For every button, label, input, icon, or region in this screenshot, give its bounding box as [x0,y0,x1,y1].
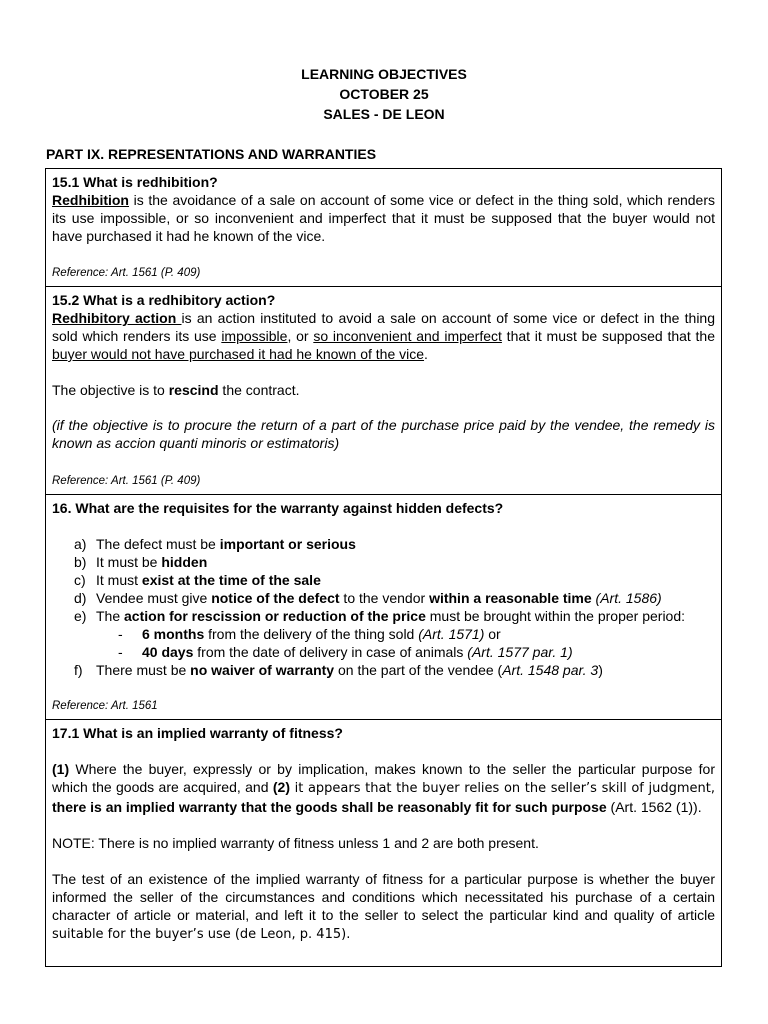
list-bold: hidden [161,554,208,570]
definition-text: , or [287,328,314,344]
dash-marker: - [118,644,123,660]
requisites-list [52,535,715,625]
header-date: OCTOBER 25 [339,86,429,102]
objective-text: the contract. [218,382,300,398]
list-item [52,607,715,625]
list-text: or [484,626,501,642]
test-citation: suitable for the buyer’s use (de Leon, p. 415). [52,927,351,942]
list-item [52,661,715,679]
requisites-list-cont [52,661,715,679]
list-text: The defect must be [96,536,220,552]
list-text: It must be [96,554,162,570]
definition-text: it appears that the buyer relies on the seller’s skill of judgment, [290,781,715,796]
objective-text: The objective is to [52,382,169,398]
list-text: ) [598,662,603,678]
question-15-1: 15.1 What is redhibition? [52,174,218,190]
list-text: from the date of delivery in case of animals [193,644,468,660]
document-header [0,64,768,124]
objective-line [52,381,715,399]
underlined-text: so inconvenient and imperfect [313,328,502,344]
part-title: PART IX. REPRESENTATIONS AND WARRANTIES [46,146,377,162]
fitness-note: NOTE: There is no implied warranty of fitness unless 1 and 2 are both present. [52,835,539,851]
list-item [52,571,715,589]
list-item [52,535,715,553]
condition-marker: (2) [272,779,290,795]
term-redhibition: Redhibition [52,192,129,208]
definition-text: (Art. 1562 (1)). [606,799,702,815]
sublist-item [52,625,715,643]
list-bold: exist at the time of the sale [141,572,321,588]
definition-text: Where the buyer, expressly or by implication, makes known to the seller the particular purpose for which the goods are acquired, and [52,761,715,795]
objective-bold: rescind [168,382,219,398]
list-text: There must be [96,662,191,678]
list-text: It must [96,572,142,588]
remedy-note: (if the objective is to procure the return of a part of the purchase price paid by the vendee, the remedy is known as accion quanti minoris or estimatoris) [52,417,715,451]
list-bold: notice of the defect [211,590,340,606]
definition-text: . [424,346,428,362]
list-bold: action for rescission or reduction of the price [124,608,426,624]
list-bold: 6 months [142,626,205,642]
reference-15-1: Reference: Art. 1561 (P. 409) [52,267,201,279]
list-item [52,589,715,607]
list-label: f) [74,662,83,678]
list-text: must be brought within the proper period: [425,608,686,624]
section-15-2 [45,286,722,495]
list-bold: 40 days [142,644,194,660]
list-text: The [96,608,125,624]
definition-15-2 [52,309,715,363]
definition-text: that it must be supposed that the [501,328,716,344]
definition-text: is an action instituted to avoid a sale on account of some vice or defect in the thing sold which renders its use [52,310,715,344]
fitness-definition [52,760,715,816]
list-label: e) [74,608,87,624]
list-citation: (Art. 1577 par. 1) [467,644,573,660]
list-citation: (Art. 1571) [418,626,485,642]
header-subject: SALES - DE LEON [323,106,445,122]
list-bold: important or serious [219,536,356,552]
definition-bold: there is an implied warranty that the goods shall be reasonably fit for such purpose [52,799,607,815]
list-item [52,553,715,571]
underlined-text: buyer would not have purchased it had he known of the vice [52,346,425,362]
list-citation: (Art. 1586) [591,590,662,606]
list-bold: within a reasonable time [429,590,592,606]
question-16: 16. What are the requisites for the warranty against hidden defects? [52,500,504,516]
list-text: on the part of the vendee ( [334,662,503,678]
reference-16: Reference: Art. 1561 [52,700,158,712]
list-label: d) [74,590,87,606]
reference-15-2: Reference: Art. 1561 (P. 409) [52,475,201,487]
list-bold: no waiver of warranty [190,662,335,678]
list-label: c) [74,572,86,588]
list-label: b) [74,554,87,570]
section-15-1 [45,168,722,287]
list-label: a) [74,536,87,552]
list-text: to the vendor [339,590,430,606]
list-citation: Art. 1548 par. 3 [502,662,599,678]
section-17-1 [45,719,722,967]
underlined-text: impossible [221,328,288,344]
term-redhibitory-action: Redhibitory action [52,310,182,326]
section-16 [45,494,722,720]
sublist-item [52,643,715,661]
list-text: from the delivery of the thing sold [204,626,419,642]
question-15-2: 15.2 What is a redhibitory action? [52,292,276,308]
condition-marker: (1) [52,761,70,777]
definition-text: is the avoidance of a sale on account of some vice or defect in the thing sold, which renders its use impossible, or so inconvenient and imperfect that it must be supposed that the buyer would not have purchased it had he known of the vice. [52,192,715,244]
period-sublist [52,625,715,661]
list-text: Vendee must give [96,590,212,606]
fitness-test [52,870,715,944]
header-title: LEARNING OBJECTIVES [301,66,467,82]
definition-15-1 [52,191,715,245]
test-text: The test of an existence of the implied warranty of fitness for a particular purpose is whether the buyer informed the seller of the circumstances and conditions which necessitated his purchase of a certain character of article or material, and left it to the seller to select the particular kind and quality of article [52,871,715,923]
dash-marker: - [118,626,123,642]
question-17-1: 17.1 What is an implied warranty of fitness? [52,725,343,741]
